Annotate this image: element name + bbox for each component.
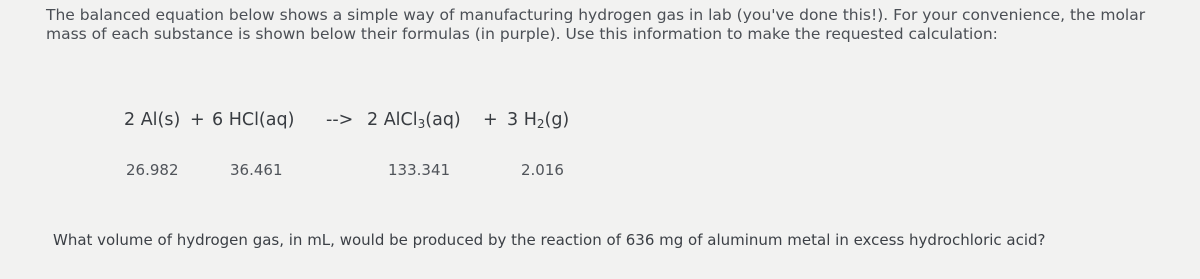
plus-sign: + xyxy=(190,110,205,130)
instructions-line-1: The balanced equation below shows a simple way of manufacturing hydrogen gas in lab (you've done this!). For your convenience, the molar xyxy=(46,6,1146,24)
question-text: What volume of hydrogen gas, in mL, would be produced by the reaction of 636 mg of aluminum metal in excess hydrochloric acid? xyxy=(53,231,1046,249)
molar-mass-alcl3: 133.341 xyxy=(388,161,451,179)
molar-mass-al: 26.982 xyxy=(126,161,179,179)
reactant-aluminum: 2 Al(s) xyxy=(124,110,181,130)
reactant-hcl: 6 HCl(aq) xyxy=(212,110,295,130)
molar-mass-hcl: 36.461 xyxy=(230,161,283,179)
reaction-arrow: --> xyxy=(326,110,354,130)
product-aluminum-chloride: 2 AlCl$_3$(aq) xyxy=(367,110,461,131)
instructions-paragraph xyxy=(46,6,1146,44)
instructions-line-2: mass of each substance is shown below their formulas (in purple). Use this information to make the requested calculation: xyxy=(46,25,998,43)
plus-sign: + xyxy=(483,110,498,130)
molar-mass-h2: 2.016 xyxy=(521,161,564,179)
product-hydrogen: 3 $H_2(g)$ xyxy=(507,110,570,131)
